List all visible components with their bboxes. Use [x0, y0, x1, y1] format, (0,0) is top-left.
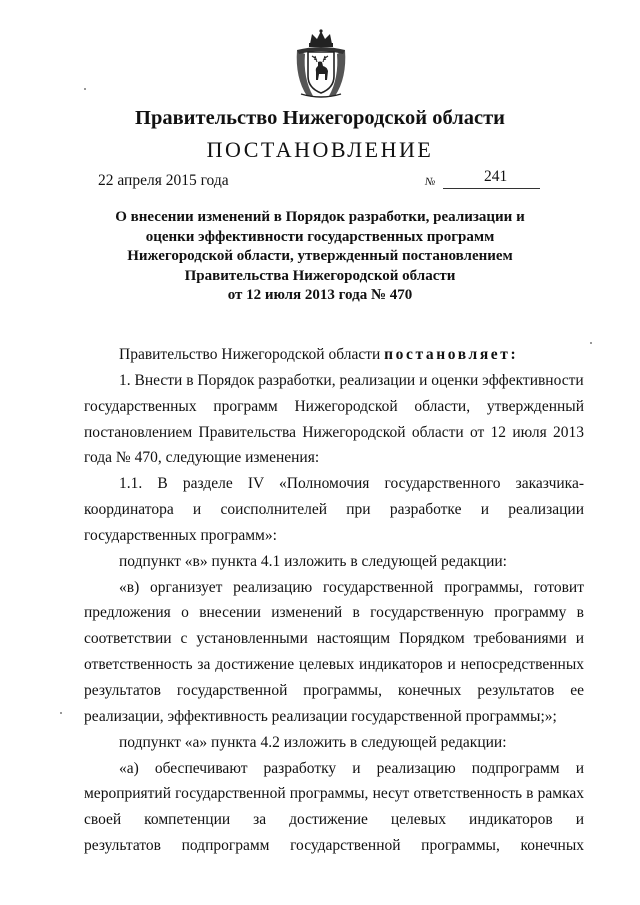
number-sign: №	[425, 176, 436, 188]
subject-line: О внесении изменений в Порядок разработки, реализации и	[115, 209, 525, 225]
body-line: постановлением Правительства Нижегородской области от 12 июля 2013	[84, 423, 584, 441]
intro-line	[84, 342, 584, 368]
body-line: «в) организует реализацию государственной программы, готовит	[119, 578, 584, 596]
scan-mark	[84, 88, 86, 90]
body-line: государственных программ»:	[84, 526, 277, 544]
subject-line: от 12 июля 2013 года № 470	[227, 287, 413, 303]
intro-text: Правительство Нижегородской области	[119, 346, 385, 363]
document-number: 241	[484, 168, 508, 185]
body-line: государственных программ Нижегородской области, утвержденный	[84, 397, 584, 415]
number-underline	[443, 188, 540, 189]
document-type: ПОСТАНОВЛЕНИЕ	[206, 137, 434, 162]
body-line: подпункт «в» пункта 4.1 изложить в следующей редакции:	[119, 552, 507, 570]
subject-line: Нижегородской области, утвержденный постановлением	[127, 248, 513, 264]
body-line: результатов государственной программы, конечных результатов ее	[84, 681, 584, 699]
body-line: результатов подпрограмм государственной программы, конечных	[84, 837, 584, 855]
decree-word: постановляет:	[384, 346, 519, 363]
subject-line: Правительства Нижегородской области	[184, 267, 456, 284]
document-subject	[0, 208, 640, 306]
body-line: подпункт «а» пункта 4.2 изложить в следующей редакции:	[119, 733, 507, 751]
body-line: соответствии с установленными настоящим Порядком требованиями и	[84, 630, 584, 648]
body-line: предложения о внесении изменений в государственную программу в	[84, 604, 584, 622]
scan-mark	[60, 712, 62, 714]
body-line: ответственность за достижение целевых индикаторов и непосредственных	[84, 656, 584, 674]
body-line: реализации, эффективность реализации государственной программы;»;	[84, 707, 557, 725]
subject-line: оценки эффективности государственных программ	[145, 228, 495, 245]
document-date: 22 апреля 2015 года	[98, 172, 229, 189]
body-line: года № 470, следующие изменения:	[84, 449, 320, 467]
scan-mark	[590, 342, 592, 344]
body-line: 1.1. В разделе IV «Полномочия государственного заказчика-	[119, 475, 584, 493]
body-line: 1. Внести в Порядок разработки, реализации и оценки эффективности	[119, 371, 584, 389]
body-line: мероприятий государственной программы, несут ответственность в рамках	[84, 785, 584, 803]
body-line: координатора и соисполнителей при разработке и реализации	[84, 501, 584, 519]
body-line: «а) обеспечивают разработку и реализацию подпрограмм и	[119, 759, 584, 777]
government-name: Правительство Нижегородской области	[135, 107, 505, 129]
body-line: своей компетенции за достижение целевых индикаторов и	[84, 811, 584, 829]
document-body	[84, 342, 584, 859]
coat-of-arms-icon	[293, 28, 349, 100]
